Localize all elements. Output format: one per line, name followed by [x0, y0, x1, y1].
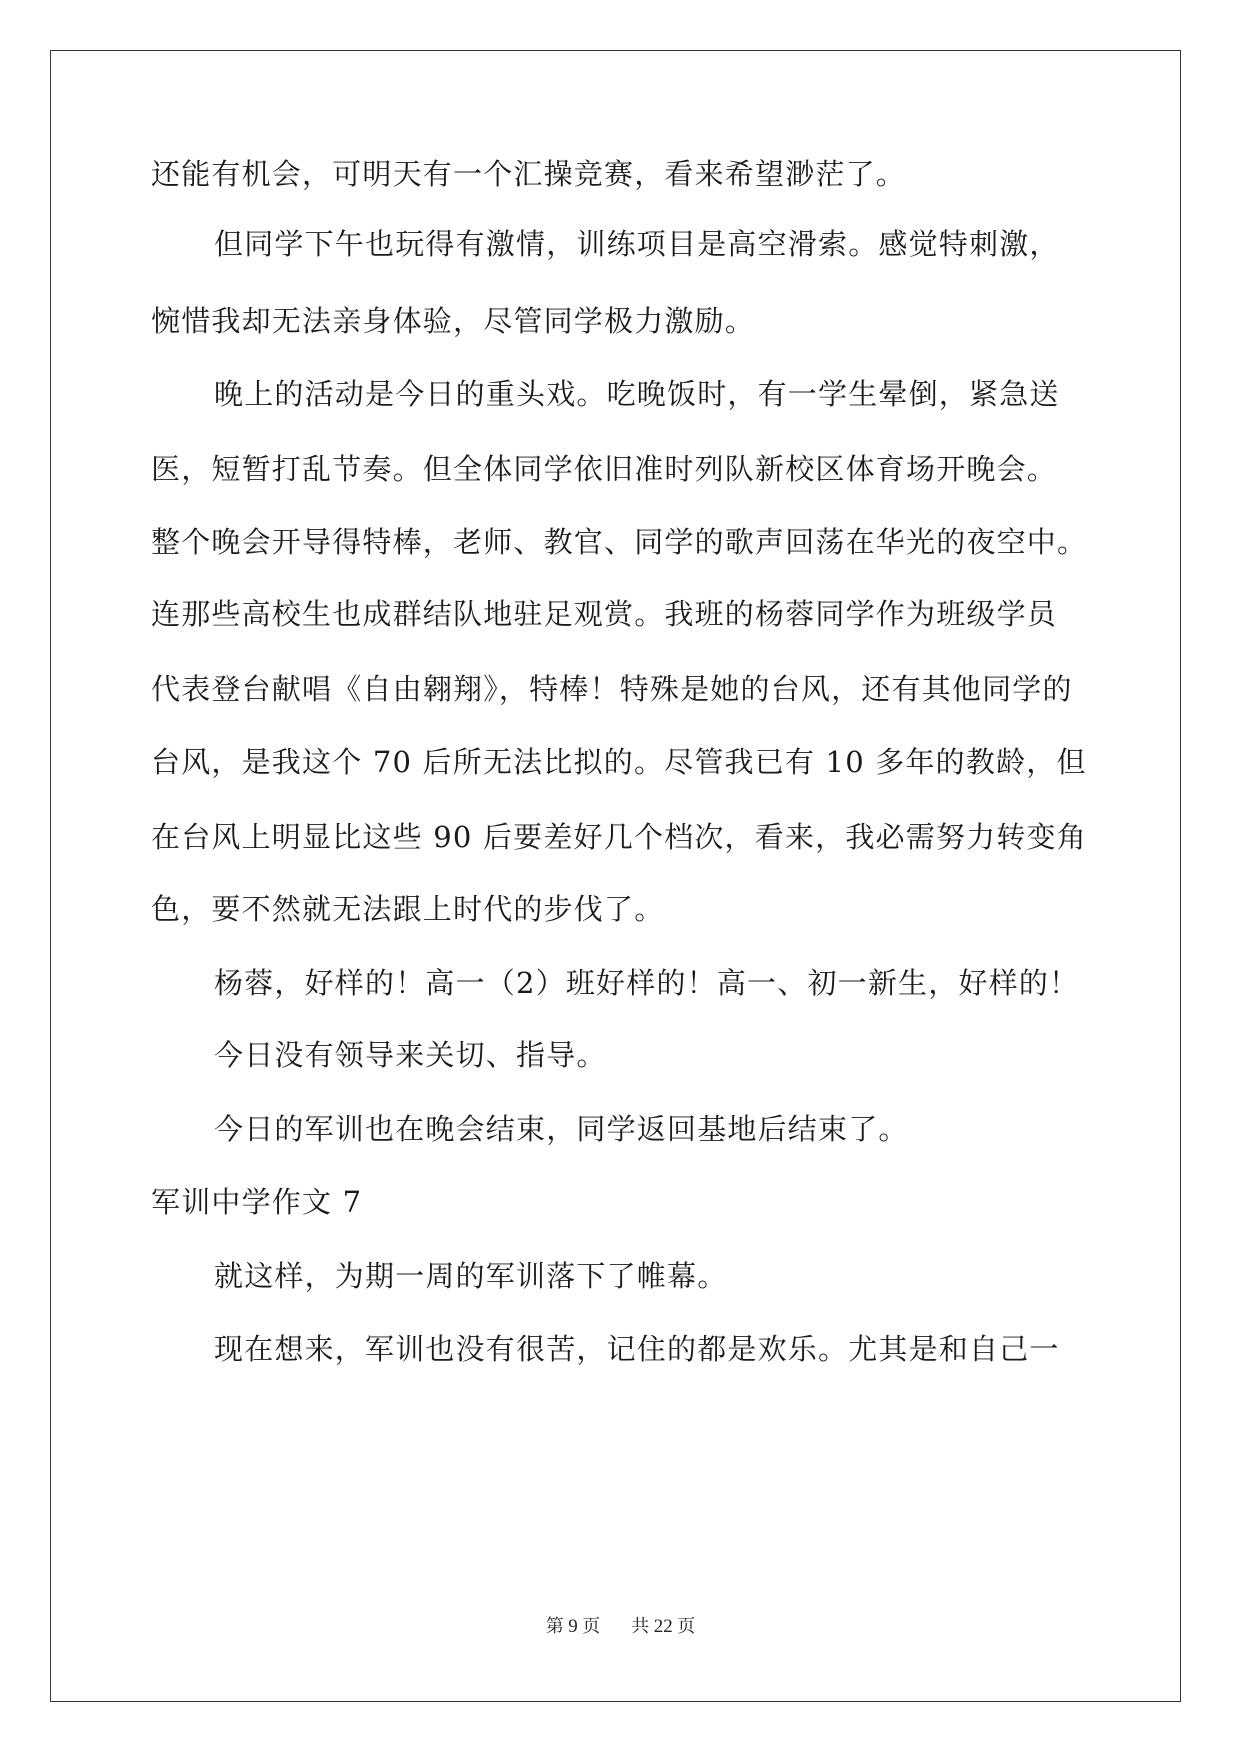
page-prefix: 第 — [545, 1616, 564, 1636]
paragraph-line: 杨蓉，好样的！高一（2）班好样的！高一、初一新生，好样的！ — [214, 966, 1080, 1000]
paragraph-line: 现在想来，军训也没有很苦，记住的都是欢乐。尤其是和自己一 — [214, 1332, 1060, 1366]
paragraph-line: 但同学下午也玩得有激情，训练项目是高空滑索。感觉特刺激， — [214, 227, 1060, 261]
page-border — [50, 50, 1181, 1702]
paragraph-line: 今日没有领导来关切、指导。 — [214, 1038, 607, 1072]
paragraph-line: 医，短暂打乱节奏。但全体同学依旧准时列队新校区体育场开晚会。 — [151, 452, 1058, 486]
paragraph-line: 还能有机会，可明天有一个汇操竞赛，看来希望渺茫了。 — [151, 157, 907, 191]
section-heading: 军训中学作文 7 — [151, 1185, 363, 1219]
page-footer — [0, 1612, 1241, 1638]
paragraph-line: 整个晚会开导得特棒，老师、教官、同学的歌声回荡在华光的夜空中。 — [151, 525, 1088, 559]
paragraph-line: 晚上的活动是今日的重头戏。吃晚饭时，有一学生晕倒，紧急送 — [214, 377, 1060, 411]
paragraph-line: 就这样，为期一周的军训落下了帷幕。 — [214, 1259, 728, 1293]
paragraph-line: 今日的军训也在晚会结束，同学返回基地后结束了。 — [214, 1112, 909, 1146]
page-suffix: 页 — [582, 1616, 601, 1636]
paragraph-line: 惋惜我却无法亲身体验，尽管同学极力激励。 — [151, 304, 756, 338]
total-suffix: 页 — [677, 1616, 696, 1636]
page-number: 9 — [568, 1616, 578, 1637]
total-prefix: 共 — [631, 1616, 650, 1636]
paragraph-line: 台风，是我这个 70 后所无法比拟的。尽管我已有 10 多年的教龄，但 — [151, 745, 1087, 779]
paragraph-line: 代表登台献唱《自由翱翔》，特棒！特殊是她的台风，还有其他同学的 — [151, 672, 1073, 706]
paragraph-line: 色，要不然就无法跟上时代的步伐了。 — [151, 892, 665, 926]
total-pages: 22 — [653, 1616, 673, 1637]
paragraph-line: 连那些高校生也成群结队地驻足观赏。我班的杨蓉同学作为班级学员 — [151, 597, 1058, 631]
paragraph-line: 在台风上明显比这些 90 后要差好几个档次，看来，我必需努力转变角 — [151, 820, 1087, 854]
